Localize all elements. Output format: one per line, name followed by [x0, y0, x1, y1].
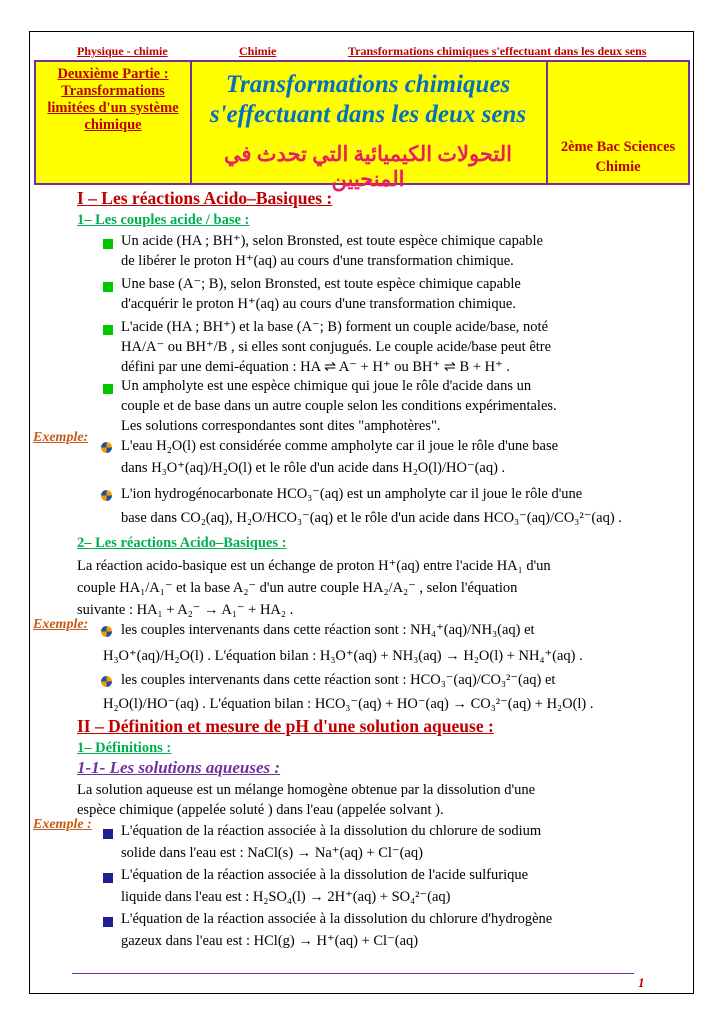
example-label-2: Exemple: — [33, 617, 89, 632]
top-bar-chapter: Transformations chimiques s'effectuant dans les deux sens — [348, 44, 647, 58]
text-line: Une base (A⁻; B), selon Bronsted, est toute espèce chimique capable — [121, 276, 521, 292]
bullet-square-4 — [103, 381, 113, 399]
text-line: suivante : HA₁ + A₂⁻ → A₁⁻ + HA₂ . — [77, 602, 294, 618]
page-number: 1 — [638, 975, 645, 990]
bullet-square-3 — [103, 322, 113, 340]
header-part-label: Deuxième Partie : Transformations limitées d'un système chimique — [47, 66, 179, 133]
text-line: L'équation de la réaction associée à la dissolution du chlorure d'hydrogène — [121, 911, 553, 927]
top-bar-course: Chimie — [239, 44, 277, 58]
example-label-3: Exemple : — [33, 817, 92, 832]
text-line: L'équation de la réaction associée à la dissolution de l'acide sulfurique — [121, 867, 529, 883]
top-bar-subject: Physique - chimie — [77, 44, 168, 58]
text-line: H₃O⁺(aq)/H₂O(l) . L'équation bilan : H₃O⁺(aq) + NH₃(aq) → H₂O(l) + NH₄⁺(aq) . — [103, 648, 583, 664]
text-line: dans H₃O⁺(aq)/H₂O(l) et le rôle d'un acide dans H₂O(l)/HO⁻(aq) . — [121, 460, 506, 476]
text-line: HA/A⁻ ou BH⁺/B , si elles sont conjugués. Le couple acide/base peut être — [121, 339, 552, 355]
text-line: défini par une demi-équation : HA ⇌ A⁻ + H⁺ ou BH⁺ ⇌ B + H⁺ . — [121, 359, 511, 375]
text-line: L'ion hydrogénocarbonate HCO₃⁻(aq) est un ampholyte car il joue le rôle d'une — [121, 486, 583, 502]
footer-rule — [72, 973, 634, 974]
text-line: L'équation de la réaction associée à la dissolution du chlorure de sodium — [121, 823, 542, 839]
bullet-pie-2 — [101, 488, 112, 506]
text-line: couple et de base dans un autre couple selon les conditions expérimentales. — [121, 398, 557, 414]
text-line: La réaction acido-basique est un échange de proton H⁺(aq) entre l'acide HA₁ d'un — [77, 558, 551, 574]
bullet-square-6 — [103, 870, 113, 888]
text-line: Un acide (HA ; BH⁺), selon Bronsted, est toute espèce chimique capable — [121, 233, 543, 249]
text-line: d'acquérir le proton H⁺(aq) au cours d'une transformation chimique. — [121, 296, 516, 312]
bullet-square-7 — [103, 914, 113, 932]
header-subject: Chimie — [595, 159, 641, 175]
text-line: H₂O(l)/HO⁻(aq) . L'équation bilan : HCO₃⁻(aq) + HO⁻(aq) → CO₃²⁻(aq) + H₂O(l) . — [103, 696, 594, 712]
text-line: espèce chimique (appelée soluté ) dans l'eau (appelée solvant ). — [77, 802, 444, 818]
text-line: liquide dans l'eau est : H₂SO₄(l) → 2H⁺(aq) + SO₄²⁻(aq) — [121, 889, 451, 905]
text-line: base dans CO₂(aq), H₂O/HCO₃⁻(aq) et le rôle d'un acide dans HCO₃⁻(aq)/CO₃²⁻(aq) . — [121, 510, 622, 526]
header-box — [34, 60, 690, 191]
bullet-square-1 — [103, 236, 113, 254]
subsection-1-1-heading: 1– Les couples acide / base : — [77, 212, 250, 228]
text-line: Un ampholyte est une espèce chimique qui joue le rôle d'acide dans un — [121, 378, 532, 394]
example-label-1: Exemple: — [33, 430, 89, 445]
header-title-cell — [190, 62, 548, 191]
bullet-pie-4 — [101, 674, 112, 692]
bullet-square-5 — [103, 826, 113, 844]
header-level: 2ème Bac Sciences — [560, 139, 676, 155]
text-line: de libérer le proton H⁺(aq) au cours d'une transformation chimique. — [121, 253, 514, 269]
bullet-pie-1 — [101, 440, 112, 458]
text-line: La solution aqueuse est un mélange homogène obtenue par la dissolution d'une — [77, 782, 536, 798]
text-line: les couples intervenants dans cette réaction sont : HCO₃⁻(aq)/CO₃²⁻(aq) et — [121, 672, 556, 688]
header-title-arabic: التحولات الكيميائية التي تحدث في المنحيين — [223, 142, 512, 191]
header-part-cell — [36, 62, 192, 183]
text-line: L'eau H₂O(l) est considérée comme ampholyte car il joue le rôle d'une base — [121, 438, 559, 454]
text-line: solide dans l'eau est : NaCl(s) → Na⁺(aq) + Cl⁻(aq) — [121, 845, 423, 861]
section-2-heading: II – Définition et mesure de pH d'une solution aqueuse : — [77, 716, 494, 736]
bullet-pie-3 — [101, 624, 112, 642]
header-level-cell — [548, 137, 688, 177]
text-line: les couples intervenants dans cette réaction sont : NH₄⁺(aq)/NH₃(aq) et — [121, 622, 535, 638]
subsection-1-2-heading: 2– Les réactions Acido–Basiques : — [77, 535, 287, 551]
subsection-2-1-heading: 1– Définitions : — [77, 740, 172, 756]
text-line: couple HA₁/A₁⁻ et la base A₂⁻ d'un autre couple HA₂/A₂⁻ , selon l'équation — [77, 580, 518, 596]
text-line: L'acide (HA ; BH⁺) et la base (A⁻; B) forment un couple acide/base, noté — [121, 319, 548, 335]
text-line: Les solutions correspondantes sont dites "amphotères". — [121, 418, 441, 434]
bullet-square-2 — [103, 279, 113, 297]
subsection-2-1-1-heading: 1-1- Les solutions aqueuses : — [77, 758, 281, 777]
header-title: Transformations chimiques s'effectuant dans les deux sens — [209, 71, 527, 128]
text-line: gazeux dans l'eau est : HCl(g) → H⁺(aq) + Cl⁻(aq) — [121, 933, 419, 949]
section-1-heading: I – Les réactions Acido–Basiques : — [77, 188, 333, 208]
